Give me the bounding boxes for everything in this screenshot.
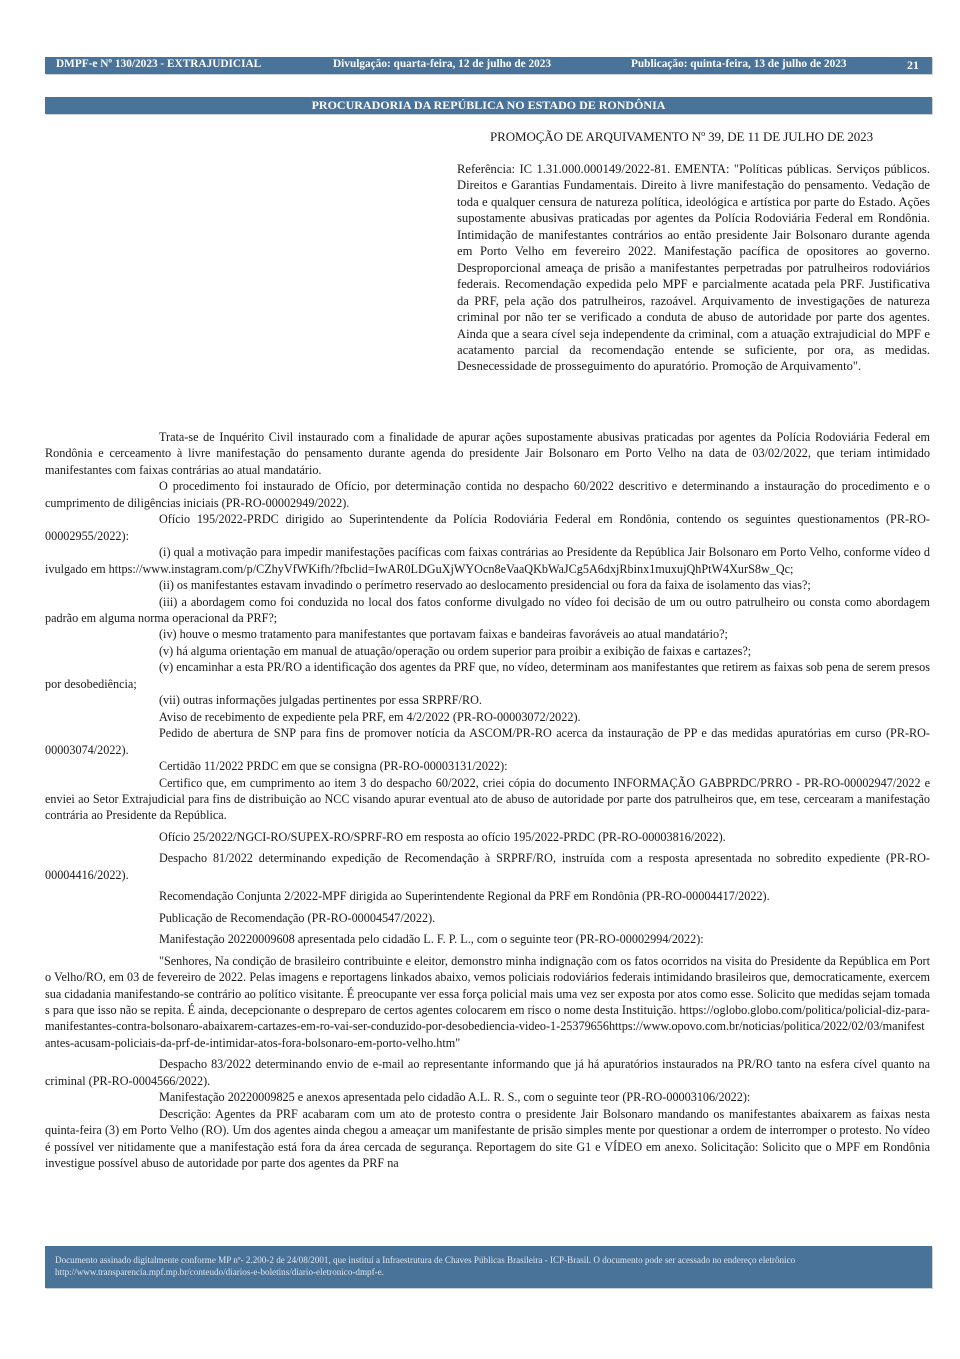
paragraph: Certifico que, em cumprimento ao item 3 do despacho 60/2022, criei cópia do documento INFORMAÇÃO GABPRDC/PRRO - PR-RO-00002947/2022 e enviei ao Setor Extrajudicial para fins de distribuição ao NCC visando apurar eventual ato de abuso de autoridade por parte dos patrulheiros que, em tese, cercearam a manifestação contrária ao Presidente da República. [45, 775, 930, 823]
edition-label: DMPF-e Nº 130/2023 - EXTRAJUDICIAL [56, 58, 262, 70]
paragraph: Pedido de abertura de SNP para fins de promover notícia da ASCOM/PR-RO acerca da instauração de PP e das medidas apuratórias em curso (PR-RO-00003074/2022). [45, 726, 930, 757]
paragraph: (iii) a abordagem como foi conduzida no local dos fatos conforme divulgado no vídeo foi decisão de um ou outro patrulheiro ou consta como abordagem padrão em alguma norma operacional da PRF?; [45, 594, 930, 625]
paragraph: (vii) outras informações julgadas pertinentes por essa SRPRF/RO. [159, 693, 482, 708]
section-title: PROCURADORIA DA REPÚBLICA NO ESTADO DE RONDÔNIA [45, 97, 932, 114]
divulgacao-date: Divulgação: quarta-feira, 12 de julho de 2023 [333, 58, 552, 70]
paragraph: (v) encaminhar a esta PR/RO a identificação dos agentes da PRF que, no vídeo, determinam aos manifestantes que retirem as faixas sob pena de serem presos por desobediência; [45, 660, 930, 691]
document-body [45, 429, 930, 1171]
paragraph: Despacho 83/2022 determinando envio de e-mail ao representante informando que já há apuratórios instaurados na PR/RO tanto na esfera cível quanto na criminal (PR-RO-0004566/2022). [45, 1057, 930, 1088]
page-number: 21 [907, 58, 919, 72]
paragraph: Manifestação 20220009825 e anexos apresentada pelo cidadão A.L. R. S., com o seguinte teor (PR-RO-00003106/2022): [159, 1090, 751, 1105]
paragraph: Trata-se de Inquérito Civil instaurado com a finalidade de apurar ações supostamente abusivas praticadas por agentes da Polícia Rodoviária Federal em Rondônia e cerceamento à livre manifestação do pensamento durante agenda do presidente Jair Bolsonaro em Porto Velho na data de 03/02/2022, que teriam intimidado manifestantes com faixas contrárias ao atual mandatário. [45, 430, 930, 477]
paragraph: Ofício 25/2022/NGCI-RO/SUPEX-RO/SPRF-RO em resposta ao ofício 195/2022-PRDC (PR-RO-00003816/2022). [159, 829, 726, 844]
paragraph: O procedimento foi instaurado de Ofício, por determinação contida no despacho 60/2022 descritivo e determinando a instauração do procedimento e o cumprimento de diligências iniciais (PR-RO-00002949/2022). [45, 479, 930, 510]
paragraph: Ofício 195/2022-PRDC dirigido ao Superintendente da Polícia Rodoviária Federal em Rondônia, contendo os seguintes questionamentos (PR-RO-00002955/2022): [45, 512, 930, 543]
paragraph: Descrição: Agentes da PRF acabaram com um ato de protesto contra o presidente Jair Bolsonaro mandando os manifestantes abaixarem as faixas nesta quinta-feira (3) em Porto Velho (RO). Um dos agentes ainda chegou a ameaçar um manifestante de prisão simples mente por questionar a ordem de interromper o protesto. No vídeo é possível ver nitidamente que a manifestação está fora da área cercada de segurança. Reportagem do site G1 e VÍDEO em anexo. Solicitação: Solicito que o MPF em Rondônia investigue possível abuso de autoridade por parte dos agentes da PRF na [45, 1106, 930, 1171]
publicacao-date: Publicação: quinta-feira, 13 de julho de 2023 [631, 58, 847, 70]
document-title: PROMOÇÃO DE ARQUIVAMENTO Nº 39, DE 11 DE JULHO DE 2023 [490, 129, 873, 144]
ementa-block: Referência: IC 1.31.000.000149/2022-81. EMENTA: "Políticas públicas. Serviços públicos. Direitos e Garantias Fundamentais. Direito à livre manifestação do pensamento. Vedação de toda e qualquer censura de natureza política, ideológica e artística por parte do Estado. Ações supostamente abusivas praticadas por agentes da Polícia Rodoviária Federal em Rondônia. Intimidação de manifestantes contrários ao então presidente Jair Bolsonaro durante agenda em Porto Velho em fevereiro 2022. Manifestação pacífica de opositores ao governo. Desproporcional ameaça de prisão a manifestantes perpetradas por patrulheiros rodoviários federais. Recomendação expedida pelo MPF e parcialmente acatada pela PRF. Justificativa da PRF, pela ação dos patrulheiros, razoável. Arquivamento de investigações de natureza criminal por não ter se verificado a conduta de abuso de autoridade por parte dos agentes. Ainda que a seara cível seja independente da criminal, com a atuação extrajudicial do MPF e acatamento parcial da recomendação entende se suficiente, por ora, as medidas. Desnecessidade de prosseguimento do apuratório. Promoção de Arquivamento". [457, 162, 930, 374]
paragraph: Aviso de recebimento de expediente pela PRF, em 4/2/2022 (PR-RO-00003072/2022). [159, 709, 581, 724]
paragraph: (i) qual a motivação para impedir manifestações pacíficas com faixas contrárias ao Presidente da República Jair Bolsonaro em Porto Velho, conforme vídeo divulgado em https://www.instagram.com/p/CZhyVfWKifh/?fbclid=IwAR0LDGuXjWYOcn8eVaaQKbWaJCg5A6dxjRbinx1muxujQhPtW4XurS8w_Qc; [45, 545, 930, 576]
paragraph: Publicação de Recomendação (PR-RO-00004547/2022). [159, 910, 436, 925]
quoted-manifestation: "Senhores, Na condição de brasileiro contribuinte e eleitor, demonstro minha indignação com os fatos ocorridos na visita do Presidente da República em Porto Velho/RO, em 03 de fevereiro de 2022. Pelas imagens e reportagens linkados abaixo, vemos policiais rodoviários federais intimidando brasileiros que, democraticamente, exercem sua cidadania manifestando-se contrário ao político visitante. É preocupante ver essa força policial mais uma vez ser exposta por atos como esse. Solicito que medidas sejam tomadas para que isso não se repita. É ainda, decepcionante o despreparo de certos agentes colocarem em risco o nome desta Instituição. https://oglobo.globo.com/politica/policial-diz-para-manifestantes-contra-bolsonaro-abaixarem-cartazes-em-ro-vai-ser-conduzido-por-desobediencia-video-1-25379656https://www.opovo.com.br/noticias/politica/2022/02/03/manifestantes-acusam-policiais-da-prf-de-intimidar-atos-fora-bolsonaro-em-porto-velho.htm" [45, 953, 930, 1050]
paragraph: Manifestação 20220009608 apresentada pelo cidadão L. F. P. L., com o seguinte teor (PR-RO-00002994/2022): [159, 932, 704, 947]
footer-bar [45, 1246, 932, 1288]
page-header-bar [45, 57, 932, 74]
paragraph: (iv) houve o mesmo tratamento para manifestantes que portavam faixas e bandeiras favoráveis ao atual mandatário?; [159, 627, 728, 642]
paragraph: (v) há alguma orientação em manual de atuação/operação ou ordem superior para proibir a exibição de faixas e cartazes?; [159, 643, 752, 658]
paragraph: Certidão 11/2022 PRDC em que se consigna (PR-RO-00003131/2022): [159, 759, 508, 774]
paragraph: (ii) os manifestantes estavam invadindo o perímetro reservado ao deslocamento presidencial ou fora da faixa de isolamento das vias?; [159, 578, 811, 593]
paragraph: Despacho 81/2022 determinando expedição de Recomendação à SRPRF/RO, instruída com a resposta apresentada no sobredito expediente (PR-RO-00004416/2022). [45, 851, 930, 882]
paragraph: Recomendação Conjunta 2/2022-MPF dirigida ao Superintendente Regional da PRF em Rondônia (PR-RO-00004417/2022). [159, 889, 770, 904]
footer-text: Documento assinado digitalmente conforme MP nº- 2.200-2 de 24/08/2001, que instituí a Infraestrutura de Chaves Públicas Brasileira - ICP-Brasil. O documento pode ser acessado no endereço eletrônico http://www.transparencia.mpf.mp.br/conteudo/diarios-e-boletins/diario-eletronico-dmpf-e. [55, 1255, 796, 1277]
